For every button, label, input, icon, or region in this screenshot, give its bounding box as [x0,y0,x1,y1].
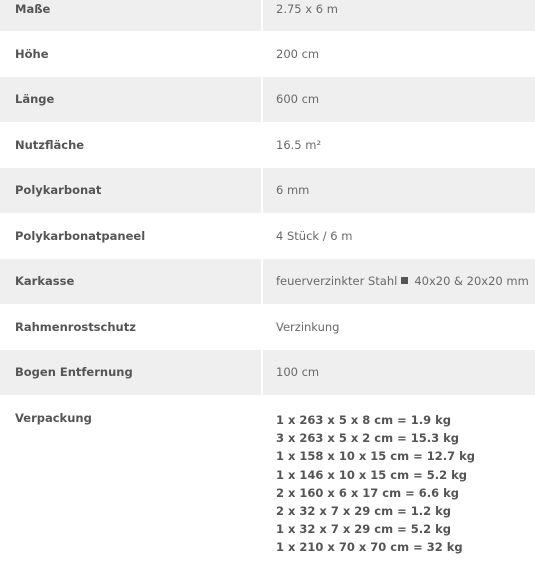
spec-row-verpackung [0,395,535,555]
spec-row-polykarbonat [0,168,535,214]
spec-label: Rahmenrostschutz [15,319,136,334]
spec-value: Verzinkung [276,319,340,334]
spec-row-hoehe [0,31,535,77]
packaging-list [263,395,535,555]
spec-label: Länge [0,77,261,123]
packaging-line: 1 x 146 x 10 x 15 cm = 5.2 kg [276,467,467,482]
packaging-line: 1 x 32 x 7 x 29 cm = 5.2 kg [276,522,451,537]
spec-label: Polykarbonatpaneel [15,228,146,243]
spec-label: Polykarbonat [0,168,261,214]
spec-row-nutzflaeche [0,122,535,168]
black-square-icon [401,277,408,284]
spec-label: Höhe [15,46,49,61]
spec-row-bogen-entfernung [0,350,535,396]
spec-row-laenge [0,77,535,123]
spec-label: Karkasse [0,259,261,305]
spec-value: 4 Stück / 6 m [276,228,353,243]
spec-value-text: feuerverzinkter Stahl [276,274,398,289]
spec-value: 16.5 m² [276,137,322,152]
spec-row-polykarbonatpaneel [0,213,535,259]
packaging-line: 2 x 160 x 6 x 17 cm = 6.6 kg [276,485,459,500]
packaging-line: 1 x 210 x 70 x 70 cm = 32 kg [276,540,463,555]
packaging-line: 1 x 263 x 5 x 8 cm = 1.9 kg [276,413,451,427]
spec-value [263,259,535,305]
packaging-line: 1 x 158 x 10 x 15 cm = 12.7 kg [276,449,475,464]
spec-row-rahmenrostschutz [0,304,535,350]
packaging-line: 2 x 32 x 7 x 29 cm = 1.2 kg [276,504,451,519]
spec-value: 200 cm [276,46,320,61]
spec-value: 100 cm [263,350,535,396]
spec-row-masse [0,0,535,31]
spec-label: Nutzfläche [15,137,85,152]
spec-label: Verpackung [15,411,92,425]
spec-row-karkasse [0,259,535,305]
spec-value: 600 cm [263,77,535,123]
packaging-line: 3 x 263 x 5 x 2 cm = 15.3 kg [276,431,459,446]
spec-label: Maße [0,0,261,31]
spec-value-text: 40x20 & 20x20 mm [414,274,529,289]
spec-value: 2.75 x 6 m [263,0,535,31]
spec-value: 6 mm [263,168,535,214]
spec-label: Bogen Entfernung [0,350,261,396]
